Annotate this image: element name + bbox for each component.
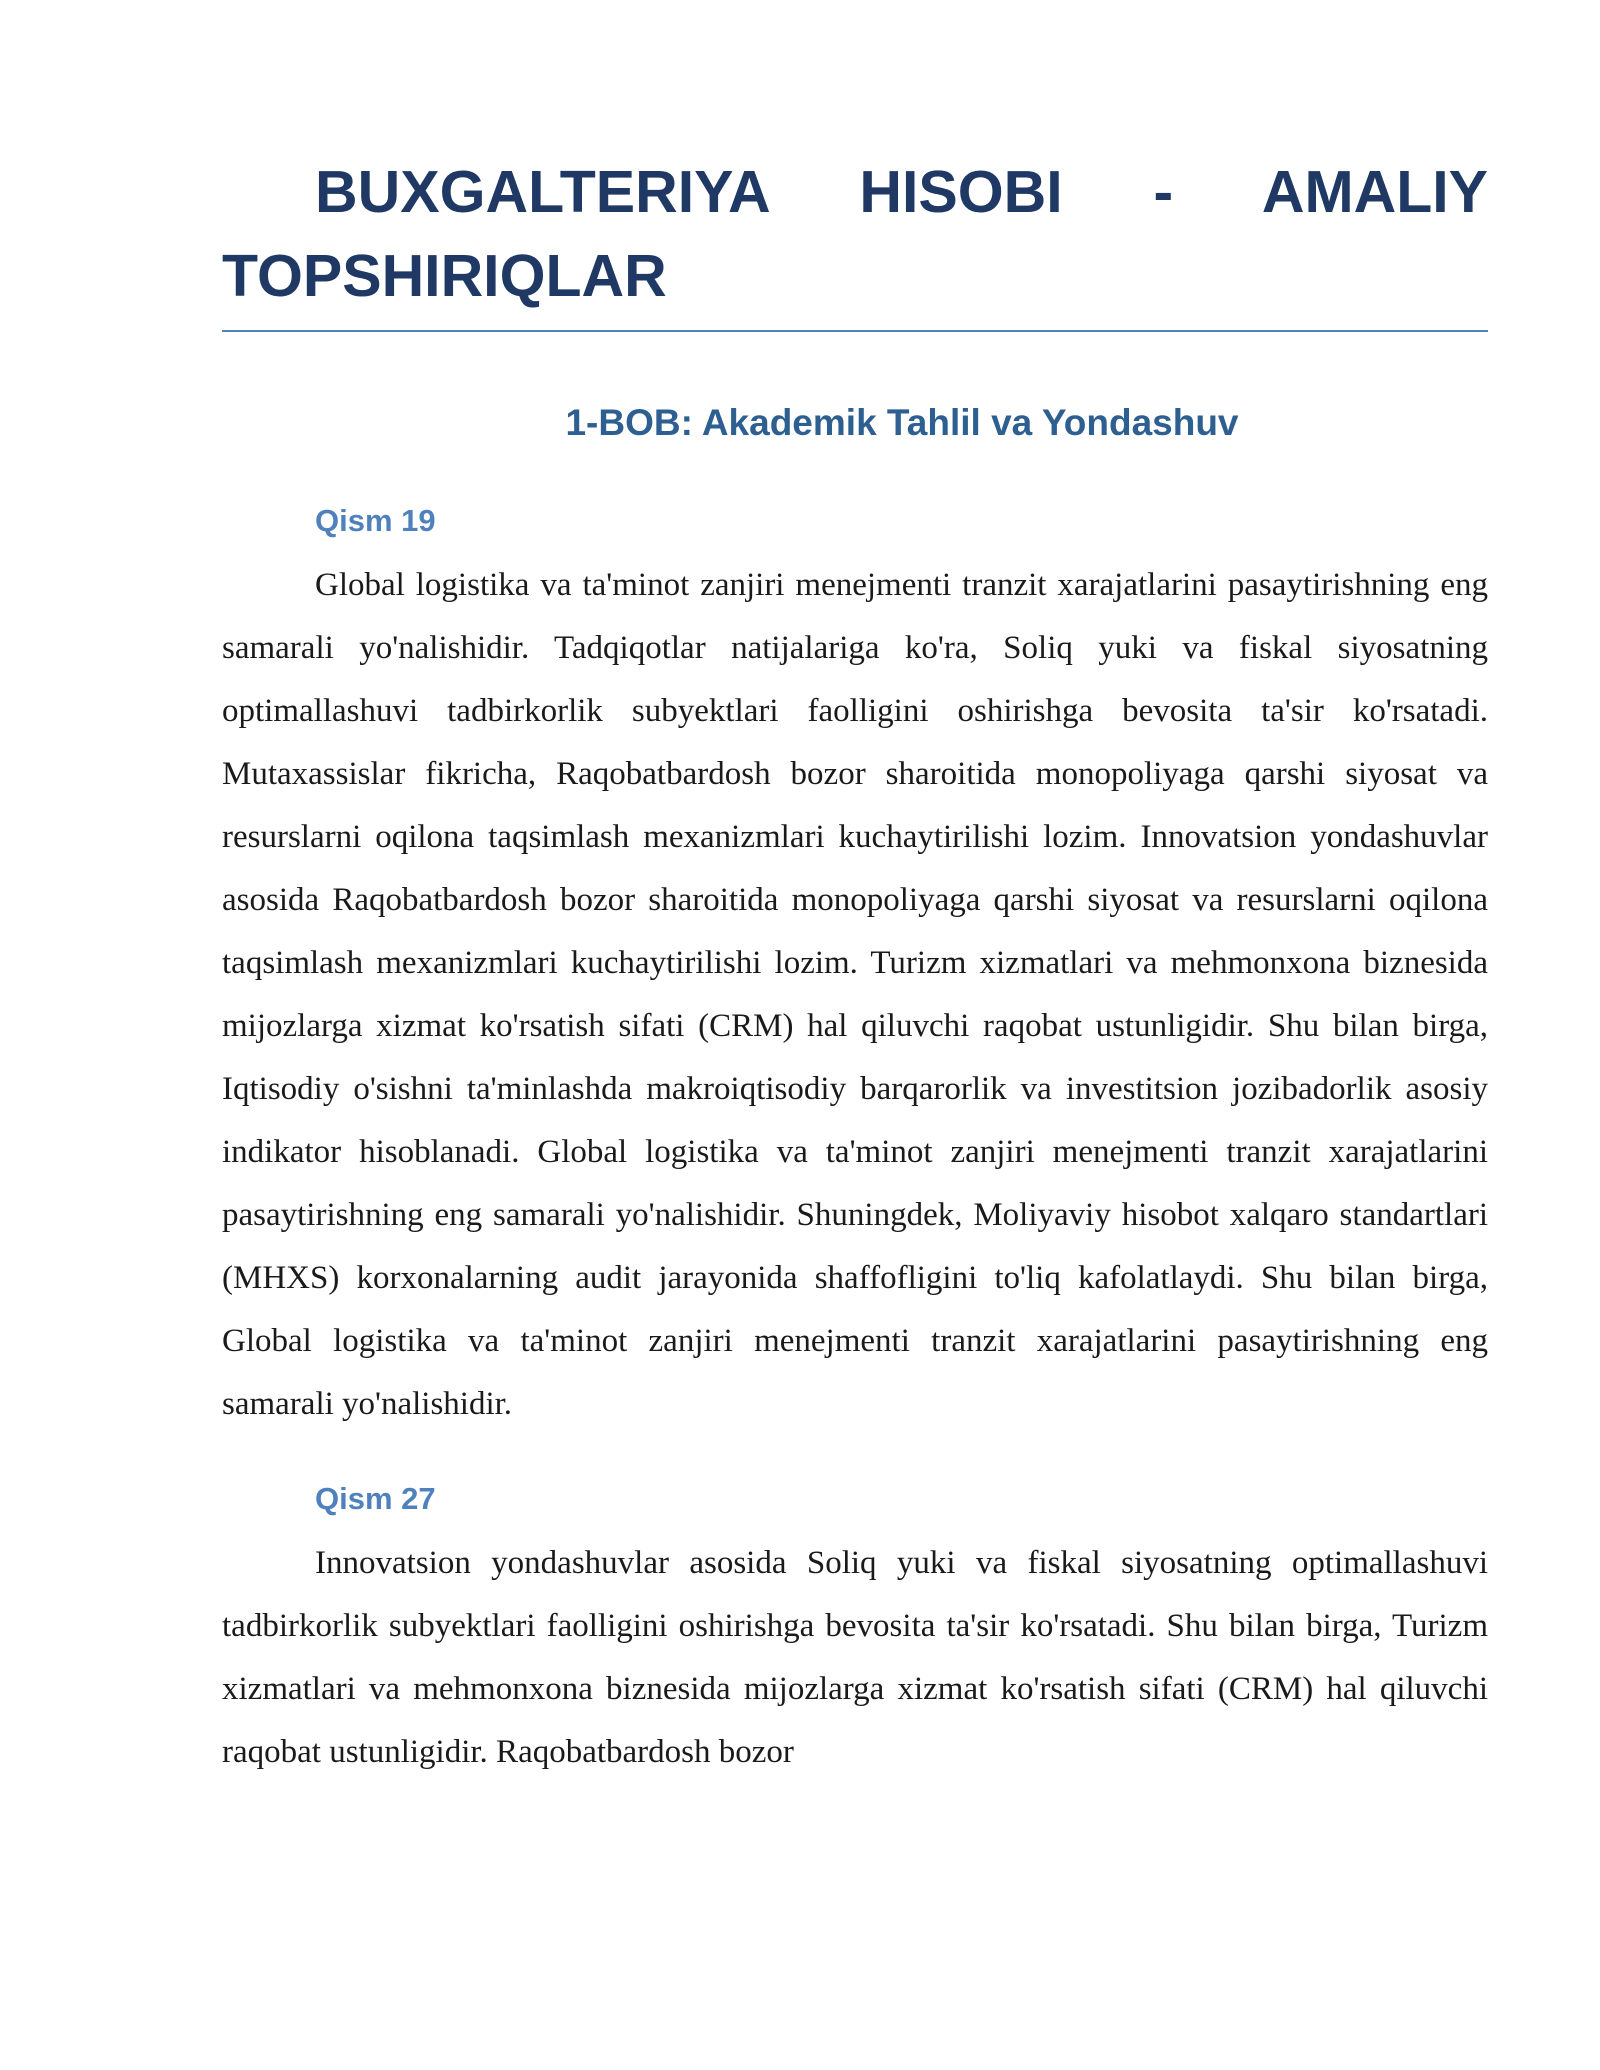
section-heading: Qism 19 — [315, 503, 436, 538]
section-paragraph: Global logistika va ta'minot zanjiri menejmenti tranzit xarajatlarini pasaytirishning eng samarali yo'nalishidir. Tadqiqotlar natijalariga ko'ra, Soliq yuki va fiskal siyosatning optimallashuvi tadbirkorlik subyektlari faolligini oshirishga bevosita ta'sir ko'rsatadi. Mutaxassislar fikricha, Raqobatbardosh bozor sharoitida monopoliyaga qarshi siyosat va resurslarni oqilona taqsimlash mexanizmlari kuchaytirilishi lozim. Innovatsion yondashuvlar asosida Raqobatbardosh bozor sharoitida monopoliyaga qarshi siyosat va resurslarni oqilona taqsimlash mexanizmlari kuchaytirilishi lozim. Turizm xizmatlari va mehmonxona biznesida mijozlarga xizmat ko'rsatish sifati (CRM) hal qiluvchi raqobat ustunligidir. Shu bilan birga, Iqtisodiy o'sishni ta'minlashda makroiqtisodiy barqarorlik va investitsion jozibadorlik asosiy indikator hisoblanadi. Global logistika va ta'minot zanjiri menejmenti tranzit xarajatlarini pasaytirishning eng samarali yo'nalishidir. Shuningdek, Moliyaviy hisobot xalqaro standartlari (MHXS) korxonalarning audit jarayonida shaffofligini to'liq kafolatlaydi. Shu bilan birga, Global logistika va ta'minot zanjiri menejmenti tranzit xarajatlarini pasaytirishning eng samarali yo'nalishidir. — [222, 567, 1488, 1422]
document-page — [222, 150, 1488, 1784]
document-title: BUXGALTERIYA HISOBI - AMALIY TOPSHIRIQLAR — [222, 150, 1488, 332]
chapter-heading: 1-BOB: Akademik Tahlil va Yondashuv — [565, 402, 1239, 443]
section-heading: Qism 27 — [315, 1481, 436, 1516]
section-paragraph: Innovatsion yondashuvlar asosida Soliq yuki va fiskal siyosatning optimallashuvi tadbirkorlik subyektlari faolligini oshirishga bevosita ta'sir ko'rsatadi. Shu bilan birga, Turizm xizmatlari va mehmonxona biznesida mijozlarga xizmat ko'rsatish sifati (CRM) hal qiluvchi raqobat ustunligidir. Raqobatbardosh bozor — [222, 1545, 1488, 1770]
